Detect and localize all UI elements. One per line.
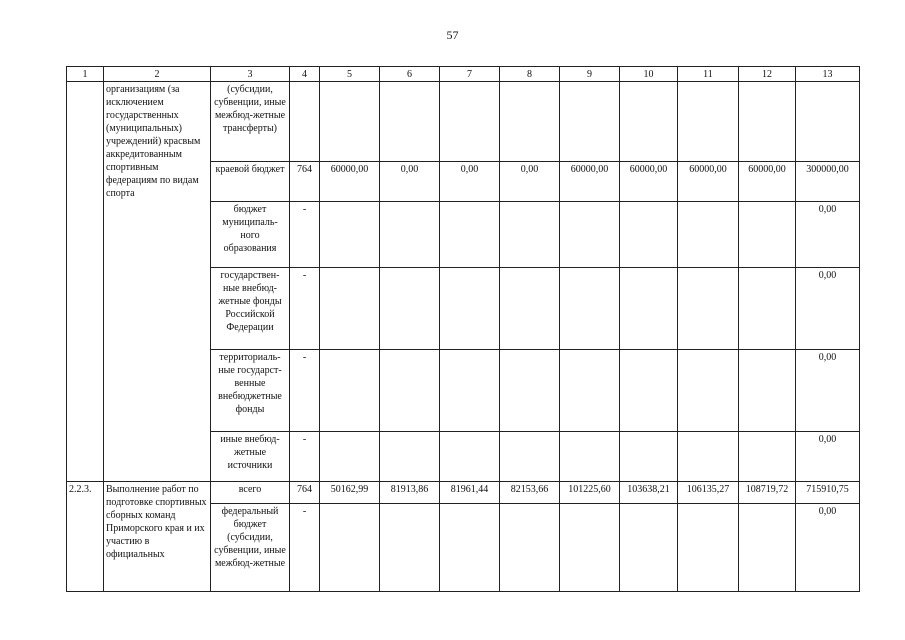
value-cell: [560, 350, 620, 432]
source-cell: государствен-ные внебюд-жетные фонды Российской Федерации: [211, 268, 290, 350]
header-cell: 1: [67, 67, 104, 82]
value-cell: [620, 504, 678, 592]
value-cell: 60000,00: [678, 162, 739, 202]
header-cell: 7: [440, 67, 500, 82]
header-cell: 3: [211, 67, 290, 82]
value-cell: [440, 202, 500, 268]
value-cell: [380, 202, 440, 268]
code-cell: -: [290, 504, 320, 592]
header-cell: 13: [796, 67, 860, 82]
value-cell: [500, 82, 560, 162]
value-cell: 0,00: [796, 504, 860, 592]
code-cell: 764: [290, 162, 320, 202]
page-number: 57: [446, 28, 459, 42]
value-cell: [500, 504, 560, 592]
value-cell: 0,00: [796, 350, 860, 432]
value-cell: [678, 268, 739, 350]
value-cell: [380, 82, 440, 162]
value-cell: 60000,00: [560, 162, 620, 202]
value-cell: [380, 432, 440, 482]
source-cell: (субсидии, субвенции, иные межбюд-жетные трансферты): [211, 82, 290, 162]
row-description-cell: Выполнение работ по подготовке спортивных сборных команд Приморского края и их участию в официальных: [104, 482, 211, 592]
value-cell: 81961,44: [440, 482, 500, 504]
value-cell: [440, 268, 500, 350]
value-cell: [678, 504, 739, 592]
value-cell: [500, 268, 560, 350]
value-cell: [320, 350, 380, 432]
value-cell: [500, 202, 560, 268]
source-cell: бюджет муниципаль-ного образования: [211, 202, 290, 268]
table-row: [67, 82, 860, 162]
value-cell: 103638,21: [620, 482, 678, 504]
source-cell: иные внебюд-жетные источники: [211, 432, 290, 482]
value-cell: [739, 432, 796, 482]
value-cell: [440, 82, 500, 162]
value-cell: [678, 82, 739, 162]
value-cell: [440, 432, 500, 482]
value-cell: [560, 202, 620, 268]
source-cell: федеральный бюджет (субсидии, субвенции, иные межбюд-жетные: [211, 504, 290, 592]
value-cell: [380, 350, 440, 432]
value-cell: [678, 432, 739, 482]
header-row: [67, 67, 860, 82]
code-cell: -: [290, 202, 320, 268]
value-cell: [320, 268, 380, 350]
value-cell: 50162,99: [320, 482, 380, 504]
value-cell: [620, 202, 678, 268]
header-cell: 11: [678, 67, 739, 82]
budget-table: [66, 66, 860, 592]
source-cell: краевой бюджет: [211, 162, 290, 202]
value-cell: 82153,66: [500, 482, 560, 504]
value-cell: 106135,27: [678, 482, 739, 504]
value-cell: 60000,00: [320, 162, 380, 202]
code-cell: 764: [290, 482, 320, 504]
value-cell: [560, 504, 620, 592]
code-cell: -: [290, 432, 320, 482]
header-cell: 10: [620, 67, 678, 82]
value-cell: [320, 432, 380, 482]
code-cell: -: [290, 350, 320, 432]
value-cell: [739, 202, 796, 268]
value-cell: [620, 268, 678, 350]
value-cell: [380, 504, 440, 592]
value-cell: [739, 82, 796, 162]
value-cell: 300000,00: [796, 162, 860, 202]
value-cell: [500, 432, 560, 482]
row-description-cell: организациям (за исключением государственных (муниципальных) учреждений) красвым аккредитованным спортивным федерациям по видам спорта: [104, 82, 211, 482]
value-cell: [620, 432, 678, 482]
value-cell: [678, 350, 739, 432]
value-cell: 715910,75: [796, 482, 860, 504]
value-cell: [560, 82, 620, 162]
value-cell: [560, 432, 620, 482]
value-cell: [320, 504, 380, 592]
value-cell: 0,00: [796, 202, 860, 268]
value-cell: [320, 82, 380, 162]
header-cell: 4: [290, 67, 320, 82]
code-cell: [290, 82, 320, 162]
value-cell: 0,00: [796, 268, 860, 350]
value-cell: [560, 268, 620, 350]
value-cell: [796, 82, 860, 162]
value-cell: [739, 350, 796, 432]
value-cell: 101225,60: [560, 482, 620, 504]
value-cell: 0,00: [796, 432, 860, 482]
value-cell: [739, 268, 796, 350]
value-cell: 81913,86: [380, 482, 440, 504]
header-cell: 5: [320, 67, 380, 82]
header-cell: 8: [500, 67, 560, 82]
value-cell: 0,00: [380, 162, 440, 202]
table-row: [67, 482, 860, 504]
value-cell: [620, 82, 678, 162]
row-index-cell: [67, 82, 104, 482]
header-cell: 12: [739, 67, 796, 82]
header-cell: 9: [560, 67, 620, 82]
value-cell: [500, 350, 560, 432]
code-cell: -: [290, 268, 320, 350]
source-cell: территориаль-ные государст-венные внебюджетные фонды: [211, 350, 290, 432]
value-cell: [678, 202, 739, 268]
value-cell: 108719,72: [739, 482, 796, 504]
value-cell: [320, 202, 380, 268]
header-cell: 6: [380, 67, 440, 82]
value-cell: 60000,00: [739, 162, 796, 202]
value-cell: [620, 350, 678, 432]
value-cell: [380, 268, 440, 350]
value-cell: 60000,00: [620, 162, 678, 202]
source-cell: всего: [211, 482, 290, 504]
row-index-cell: 2.2.3.: [67, 482, 104, 592]
value-cell: 0,00: [440, 162, 500, 202]
value-cell: [440, 504, 500, 592]
header-cell: 2: [104, 67, 211, 82]
value-cell: 0,00: [500, 162, 560, 202]
value-cell: [739, 504, 796, 592]
value-cell: [440, 350, 500, 432]
